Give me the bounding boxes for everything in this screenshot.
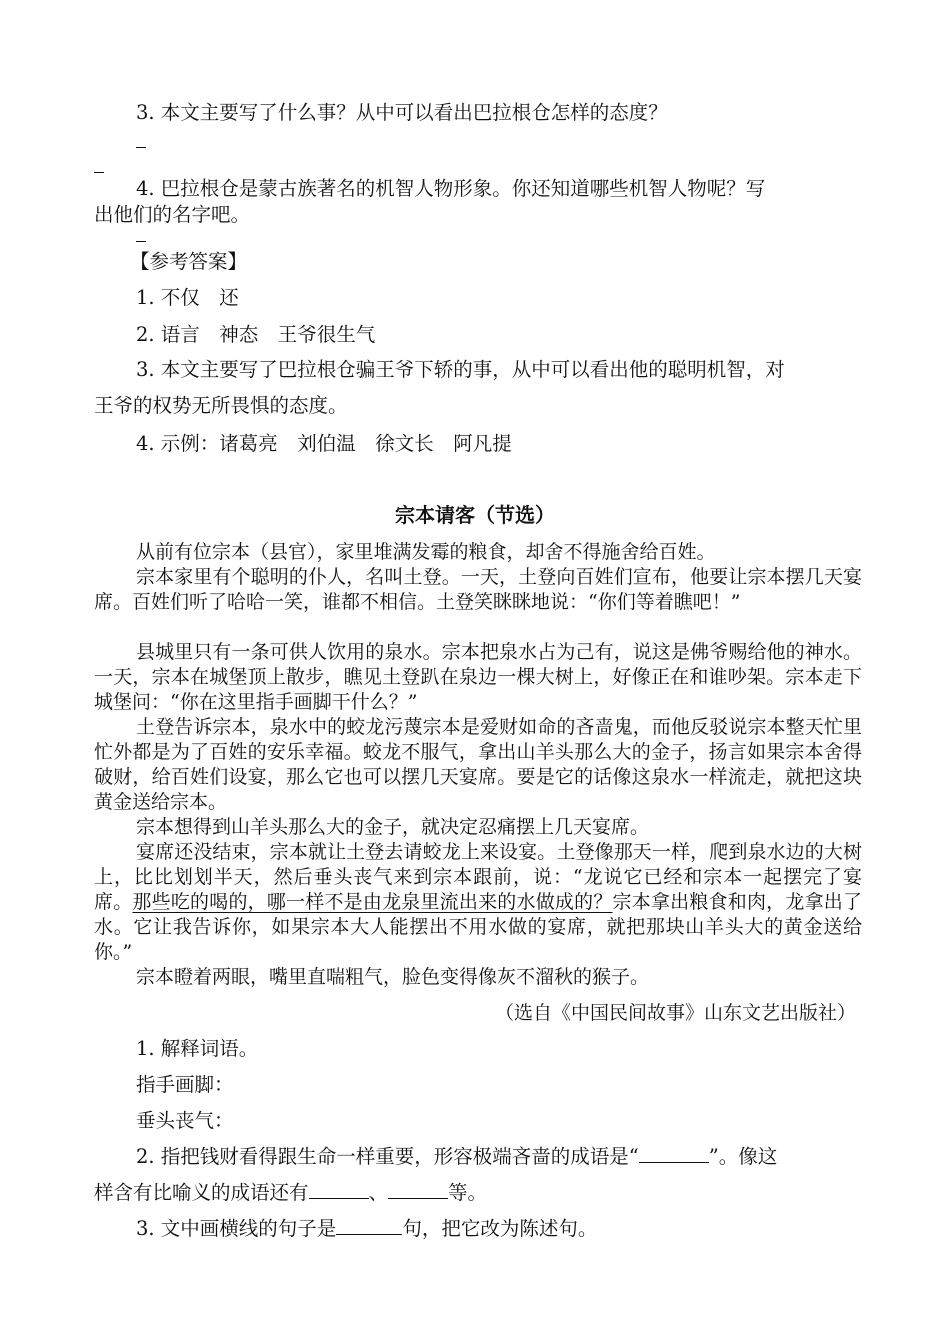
question-3-text-b: 句，把它改为陈述句。 <box>402 1217 598 1240</box>
question-2-line2 <box>94 1180 487 1206</box>
fill-blank[interactable] <box>639 1144 709 1163</box>
story-paragraph-1: 从前有位宗本（县官），家里堆满发霉的粮食，却舍不得施舍给百姓。 <box>136 541 716 563</box>
question-1-term-b: 垂头丧气： <box>136 1109 234 1132</box>
story-paragraph-6-end: 宗本拿出粮食和肉，龙拿出了水。它让我告诉你，如果宗本大人能摆出不用水做的宴席，就把那块山羊头大的黄金送给你。” <box>94 891 862 963</box>
answer-3-line2: 王爷的权势无所畏惧的态度。 <box>94 394 348 417</box>
answers-heading: 【参考答案】 <box>130 250 248 273</box>
story-paragraph-2: 宗本家里有个聪明的仆人，名叫土登。一天，土登向百姓们宣布，他要让宗本摆几天宴席。百姓们听了哈哈一笑，谁都不相信。土登笑眯眯地说：“你们等着瞧吧！” <box>94 566 862 613</box>
question-2-text-a: 2. 指把钱财看得跟生命一样重要，形容极端吝啬的成语是“ <box>136 1145 639 1168</box>
story-paragraph-7: 宗本瞪着两眼，嘴里直喘粗气，脸色变得像灰不溜秋的猴子。 <box>136 966 650 988</box>
question-4-line2: 出他们的名字吧。 <box>94 203 251 226</box>
question-2-line1 <box>136 1144 777 1170</box>
answer-3-line1: 3. 本文主要写了巴拉根仓骗王爷下轿的事，从中可以看出他的聪明机智，对 <box>136 358 785 381</box>
question-2-text-e: 等。 <box>448 1181 488 1204</box>
fill-blank[interactable] <box>309 1180 369 1199</box>
underlined-sentence: 那些吃的喝的，哪一样不是由龙泉里流出来的水做成的？ <box>132 891 613 913</box>
question-2-text-d: 、 <box>368 1181 389 1204</box>
story-source: （选自《中国民间故事》山东文艺出版社） <box>494 1002 856 1024</box>
fill-blank[interactable] <box>336 1216 402 1235</box>
question-2-text-c: 样含有比喻义的成语还有 <box>94 1181 309 1204</box>
story-paragraph-6-start: 宴席还没结束，宗本就让土登去请蛟龙上来设宴。土登像那天一样，爬到泉水边的大树上，比比划划半天，然后垂头丧气来到宗本跟前，说：“龙说它已经和宗本一起摆完了宴席。 <box>94 841 862 913</box>
answer-4: 4. 示例：诸葛亮 刘伯温 徐文长 阿凡提 <box>136 432 512 455</box>
question-3-text-a: 3. 文中画横线的句子是 <box>136 1217 337 1240</box>
answer-blank-mark <box>94 172 104 173</box>
story-paragraph-6 <box>94 840 862 965</box>
question-2-text-b: ”。像这 <box>708 1145 778 1168</box>
answer-1: 1. 不仅 还 <box>136 286 239 309</box>
story-title: 宗本请客（节选） <box>395 503 555 527</box>
answer-blank-mark <box>136 241 146 242</box>
question-1: 1. 解释词语。 <box>136 1037 259 1060</box>
story-paragraph-3: 县城里只有一条可供人饮用的泉水。宗本把泉水占为己有，说这是佛爷赐给他的神水。一天，宗本在城堡顶上散步，瞧见土登趴在泉边一棵大树上，好像正在和谁吵架。宗本走下城堡问：“你在这里指手画脚干什么？” <box>94 641 862 713</box>
question-4-line1: 4. 巴拉根仓是蒙古族著名的机智人物形象。你还知道哪些机智人物呢？写 <box>136 177 766 200</box>
answer-blank-mark <box>136 147 146 148</box>
question-3: 3. 本文主要写了什么事？从中可以看出巴拉根仓怎样的态度？ <box>136 101 668 124</box>
story-paragraph-4: 土登告诉宗本，泉水中的蛟龙污蔑宗本是爱财如命的吝啬鬼，而他反驳说宗本整天忙里忙外都是为了百姓的安乐幸福。蛟龙不服气，拿出山羊头那么大的金子，扬言如果宗本舍得破财，给百姓们设宴，那么它也可以摆几天宴席。要是它的话像这泉水一样流走，就把这块黄金送给宗本。 <box>94 716 862 813</box>
question-1-term-a: 指手画脚： <box>136 1073 234 1096</box>
story-paragraph-5: 宗本想得到山羊头那么大的金子，就决定忍痛摆上几天宴席。 <box>136 816 650 838</box>
fill-blank[interactable] <box>388 1180 448 1199</box>
answer-2: 2. 语言 神态 王爷很生气 <box>136 323 376 346</box>
question-3-story <box>136 1216 597 1242</box>
